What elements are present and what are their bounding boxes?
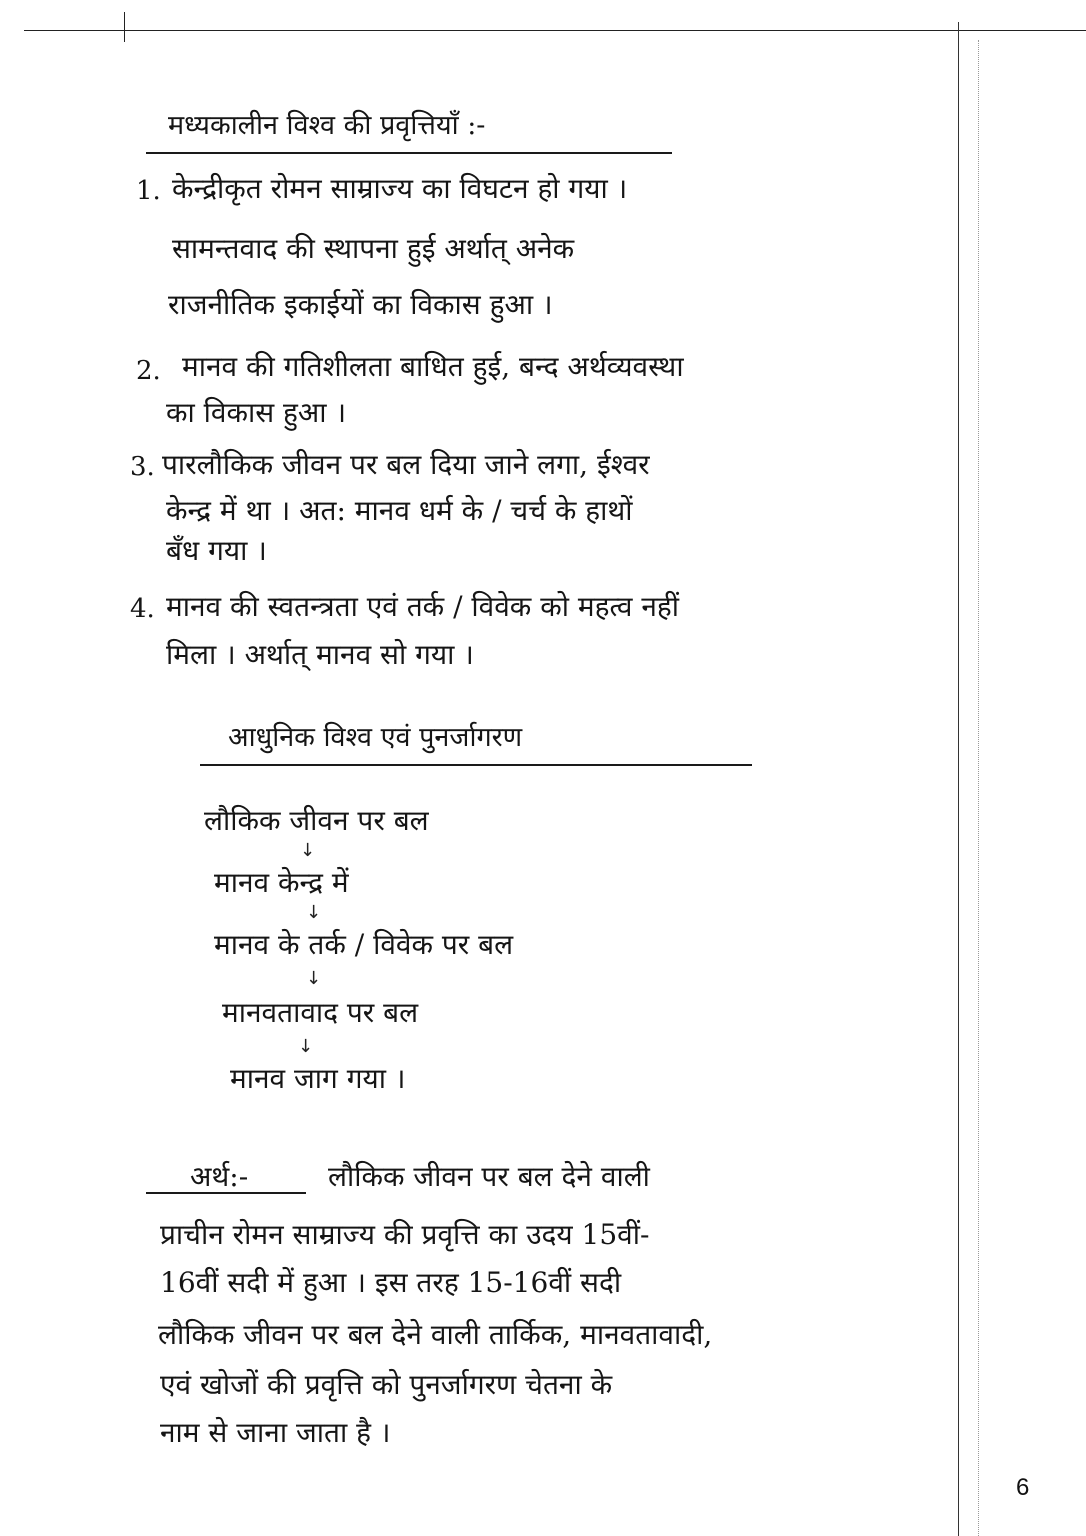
point-4-line-2: मिला । अर्थात् मानव सो गया । xyxy=(166,638,474,671)
top-tick-mark xyxy=(124,12,125,42)
heading-modern-world: आधुनिक विश्व एवं पुनर्जागरण xyxy=(228,722,523,753)
meaning-line-6: नाम से जाना जाता है । xyxy=(160,1416,391,1449)
meaning-line-4: लौकिक जीवन पर बल देने वाली तार्किक, मानवतावादी, xyxy=(158,1318,713,1351)
flow-arrow-3: ↓ xyxy=(306,968,322,989)
meaning-line-5: एवं खोजों की प्रवृत्ति को पुनर्जागरण चेतना के xyxy=(160,1368,613,1401)
point-2-line-2: का विकास हुआ । xyxy=(166,396,347,429)
flow-step-4: मानवतावाद पर बल xyxy=(222,996,419,1029)
point-1-line-1: केन्द्रीकृत रोमन साम्राज्य का विघटन हो गया । xyxy=(172,172,628,205)
meaning-label: अर्थ:- xyxy=(190,1160,249,1193)
point-4-line-1: मानव की स्वतन्त्रता एवं तर्क / विवेक को महत्व नहीं xyxy=(166,590,680,623)
meaning-line-2: प्राचीन रोमन साम्राज्य की प्रवृत्ति का उदय 15वीं- xyxy=(160,1218,650,1251)
point-3-line-1: पारलौकिक जीवन पर बल दिया जाने लगा, ईश्वर xyxy=(162,448,650,481)
meaning-line-3: 16वीं सदी में हुआ । इस तरह 15-16वीं सदी xyxy=(160,1266,622,1299)
flow-step-5: मानव जाग गया । xyxy=(230,1062,406,1095)
point-1-number: 1. xyxy=(136,176,161,206)
margin-line-faint xyxy=(978,40,979,1536)
point-4-number: 4. xyxy=(130,594,155,624)
point-2-number: 2. xyxy=(136,356,161,386)
heading-medieval-world: मध्यकालीन विश्व की प्रवृत्तियाँ :- xyxy=(168,110,486,141)
margin-line xyxy=(958,22,959,1536)
meaning-label-underline xyxy=(146,1192,306,1194)
flow-arrow-4: ↓ xyxy=(298,1036,314,1057)
point-3-line-2: केन्द्र में था । अत: मानव धर्म के / चर्च के हाथों xyxy=(166,494,633,527)
flow-step-2: मानव केन्द्र में xyxy=(214,866,349,899)
point-1-line-2: सामन्तवाद की स्थापना हुई अर्थात् अनेक xyxy=(172,232,575,265)
flow-step-1: लौकिक जीवन पर बल xyxy=(204,804,429,837)
meaning-line-1: लौकिक जीवन पर बल देने वाली xyxy=(328,1160,650,1193)
point-1-line-3: राजनीतिक इकाईयों का विकास हुआ । xyxy=(168,288,553,321)
flow-arrow-1: ↓ xyxy=(300,840,316,861)
flow-arrow-2: ↓ xyxy=(306,902,322,923)
page-number: 6 xyxy=(1016,1474,1030,1501)
flow-step-3: मानव के तर्क / विवेक पर बल xyxy=(214,928,514,961)
point-3-line-3: बँध गया । xyxy=(166,534,267,567)
heading-modern-underline xyxy=(200,764,752,766)
point-2-line-1: मानव की गतिशीलता बाधित हुई, बन्द अर्थव्यवस्था xyxy=(182,350,684,383)
point-3-number: 3. xyxy=(130,452,155,482)
top-rule xyxy=(24,30,1086,31)
heading-medieval-underline xyxy=(146,152,672,154)
